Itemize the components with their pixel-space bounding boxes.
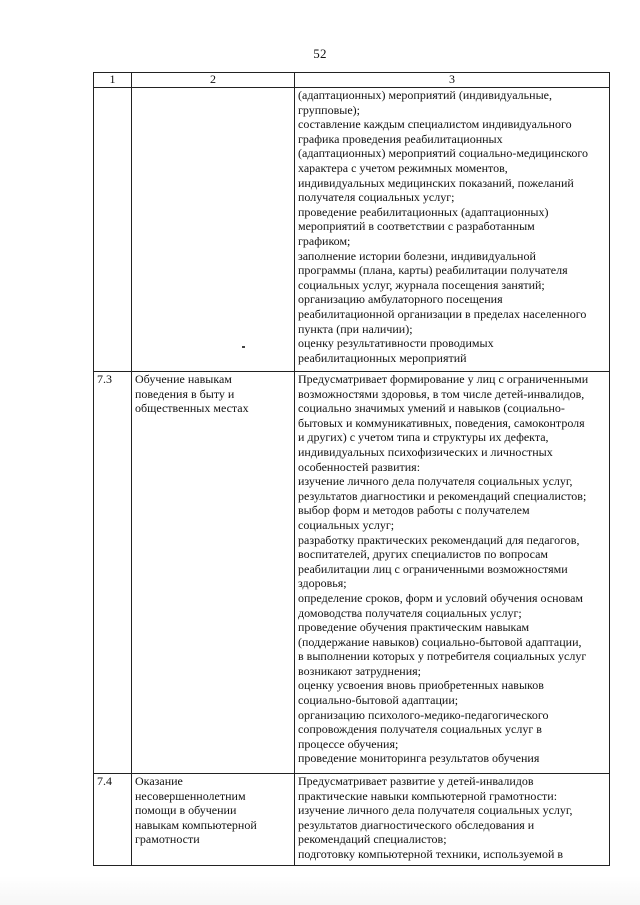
description-line: результатов диагностического обследования и <box>298 817 535 832</box>
description-line: графиком; <box>298 233 351 248</box>
description-line: особенностей развития: <box>298 459 421 474</box>
description-line: индивидуальных психофизических и личностных <box>298 444 553 459</box>
description-line: бытовых и коммуникативных, поведения, самоконтроля <box>298 415 585 430</box>
scan-speck <box>242 346 245 348</box>
row-number-cell <box>94 88 132 372</box>
description-line: подготовку компьютерной техники, используемой в <box>298 846 564 861</box>
description-line: социальных услуг; <box>298 517 395 532</box>
description-line: возможностями здоровья, в том числе детей-инвалидов, <box>298 386 585 401</box>
service-title-line: грамотности <box>135 832 200 847</box>
column-header-1: 1 <box>94 73 132 88</box>
service-title-cell <box>132 88 295 372</box>
description-line: проведение реабилитационных (адаптационных) <box>298 204 549 219</box>
description-line: характера с учетом режимных моментов, <box>298 160 508 175</box>
description-line: получателя социальных услуг; <box>298 190 455 205</box>
description-line: возникают затруднения; <box>298 663 421 678</box>
service-title-cell <box>132 372 295 774</box>
service-title-line: поведения в быту и <box>135 386 235 401</box>
table-row <box>94 774 610 866</box>
description-line: организацию амбулаторного посещения <box>298 292 503 307</box>
description-line: графика проведения реабилитационных <box>298 131 503 146</box>
description-line: индивидуальных медицинских показаний, пожеланий <box>298 175 574 190</box>
service-description-cell <box>295 88 610 372</box>
service-title-line: Оказание <box>135 774 183 788</box>
description-line: практические навыки компьютерной грамотности: <box>298 788 558 803</box>
description-line: (адаптационных) мероприятий социально-медицинского <box>298 146 589 161</box>
description-line: здоровья; <box>298 576 347 591</box>
description-line: составление каждым специалистом индивидуального <box>298 117 572 132</box>
description-line: организацию психолого-медико-педагогического <box>298 707 549 722</box>
description-line: воспитателей, других специалистов по вопросам <box>298 547 549 562</box>
description-line: Предусматривает формирование у лиц с ограниченными <box>298 372 589 386</box>
service-title-line: помощи в обучении <box>135 803 237 818</box>
services-table <box>93 72 610 866</box>
description-line: социальных услуг, журнала посещения занятий; <box>298 277 545 292</box>
description-line: проведение обучения практическим навыкам <box>298 620 530 635</box>
description-line: домоводства получателя социальных услуг; <box>298 605 522 620</box>
description-line: мероприятий в соответствии с разработанным <box>298 219 535 234</box>
column-header-2: 2 <box>132 73 295 88</box>
service-title-line: Обучение навыкам <box>135 372 232 386</box>
description-line: Предусматривает развитие у детей-инвалидов <box>298 774 534 788</box>
description-line: определение сроков, форм и условий обучения основам <box>298 590 583 605</box>
description-line: результатов диагностики и рекомендаций специалистов; <box>298 488 587 503</box>
description-line: и других) с учетом типа и структуры их дефекта, <box>298 430 549 445</box>
page-number: 52 <box>313 46 327 61</box>
description-line: реабилитационной организации в пределах населенного <box>298 306 587 321</box>
description-line: изучение личного дела получателя социальных услуг, <box>298 474 573 489</box>
description-line: оценку результативности проводимых <box>298 336 494 351</box>
description-line: процессе обучения; <box>298 736 399 751</box>
description-line: (поддержание навыков) социально-бытовой адаптации, <box>298 634 582 649</box>
table-row <box>94 372 610 774</box>
scan-edge-shadow <box>0 876 640 905</box>
row-number-cell: 7.4 <box>94 774 132 866</box>
description-line: групповые); <box>298 102 360 117</box>
row-number-cell: 7.3 <box>94 372 132 774</box>
table-header-row <box>94 73 610 88</box>
description-line: выбор форм и методов работы с получателем <box>298 503 530 518</box>
description-line: проведение мониторинга результатов обучения <box>298 751 540 766</box>
description-line: социально значимых умений и навыков (социально- <box>298 401 565 416</box>
description-line: заполнение истории болезни, индивидуальной <box>298 248 536 263</box>
description-line: (адаптационных) мероприятий (индивидуальные, <box>298 88 552 102</box>
description-line: изучение личного дела получателя социальных услуг, <box>298 803 573 818</box>
service-description-cell <box>295 774 610 866</box>
description-line: в выполнении которых у потребителя социальных услуг <box>298 649 587 664</box>
description-line: реабилитационных мероприятий <box>298 350 467 365</box>
description-line: оценку усвоения вновь приобретенных навыков <box>298 678 544 693</box>
description-line: разработку практических рекомендаций для педагогов, <box>298 532 580 547</box>
service-title-line: несовершеннолетним <box>135 788 246 803</box>
service-description-cell <box>295 372 610 774</box>
description-line: сопровождения получателя социальных услуг в <box>298 722 542 737</box>
description-line: пункта (при наличии); <box>298 321 413 336</box>
service-title-cell <box>132 774 295 866</box>
service-title-line: навыкам компьютерной <box>135 817 257 832</box>
table-row <box>94 88 610 372</box>
description-line: программы (плана, карты) реабилитации получателя <box>298 263 568 278</box>
column-header-3: 3 <box>295 73 610 88</box>
service-title-line: общественных местах <box>135 401 249 416</box>
description-line: социально-бытовой адаптации; <box>298 693 459 708</box>
description-line: рекомендаций специалистов; <box>298 832 447 847</box>
description-line: реабилитации лиц с ограниченными возможностями <box>298 561 568 576</box>
